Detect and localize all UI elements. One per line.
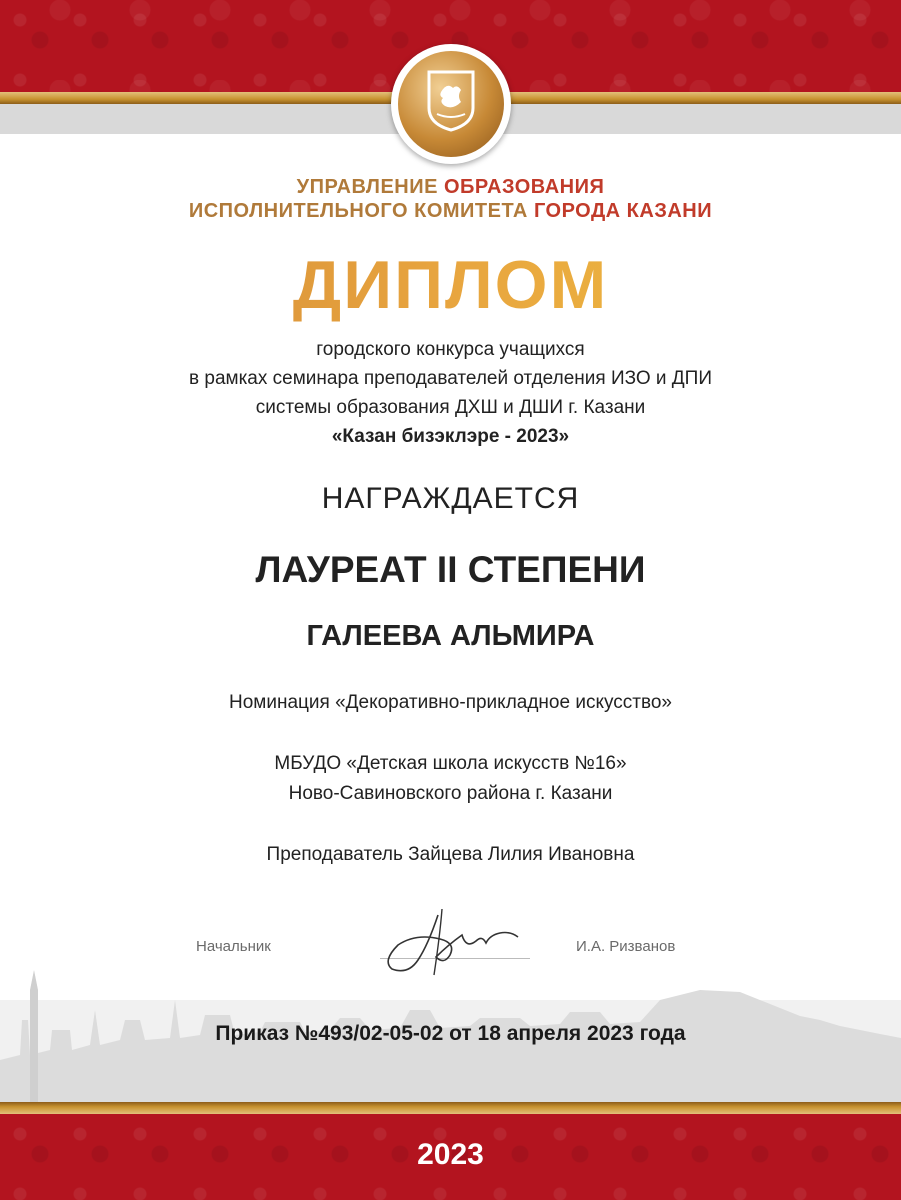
school-line-1: МБУДО «Детская школа искусств №16» [274, 753, 627, 774]
signature-name: И.А. Ризванов [576, 938, 676, 955]
contest-name: «Казан бизэклэре - 2023» [331, 426, 570, 447]
diploma-title: ДИПЛОМ [0, 246, 901, 324]
teacher: Преподаватель Зайцева Лилия Ивановна [266, 844, 635, 865]
shield-icon [427, 70, 475, 132]
recipient-name: ГАЛЕЕВА АЛЬМИРА [306, 620, 595, 652]
nomination: Номинация «Декоративно-прикладное искусство» [229, 692, 672, 713]
description-line-2: в рамках семинара преподавателей отделения ИЗО и ДПИ [189, 368, 712, 389]
description-line-1: городского конкурса учащихся [316, 339, 585, 360]
org-line-1-part-a: УПРАВЛЕНИЕ [296, 176, 444, 198]
org-line-1 [0, 176, 901, 199]
description-line-3: системы образования ДХШ и ДШИ г. Казани [255, 397, 646, 418]
org-line-1-part-b: ОБРАЗОВАНИЯ [444, 176, 605, 198]
signature-role: Начальник [196, 938, 271, 955]
bottom-gold-stripe [0, 1102, 901, 1114]
footer-year: 2023 [417, 1138, 484, 1171]
award-title: ЛАУРЕАТ II СТЕПЕНИ [255, 549, 646, 590]
order-text: Приказ №493/02-05-02 от 18 апреля 2023 года [215, 1022, 686, 1045]
org-line-2-part-b: ГОРОДА КАЗАНИ [533, 200, 713, 222]
org-line-2 [0, 200, 901, 223]
school-line-2: Ново-Савиновского района г. Казани [288, 783, 613, 804]
awarded-heading: НАГРАЖДАЕТСЯ [321, 482, 580, 515]
org-line-2-part-a: ИСПОЛНИТЕЛЬНОГО КОМИТЕТА [188, 200, 534, 222]
